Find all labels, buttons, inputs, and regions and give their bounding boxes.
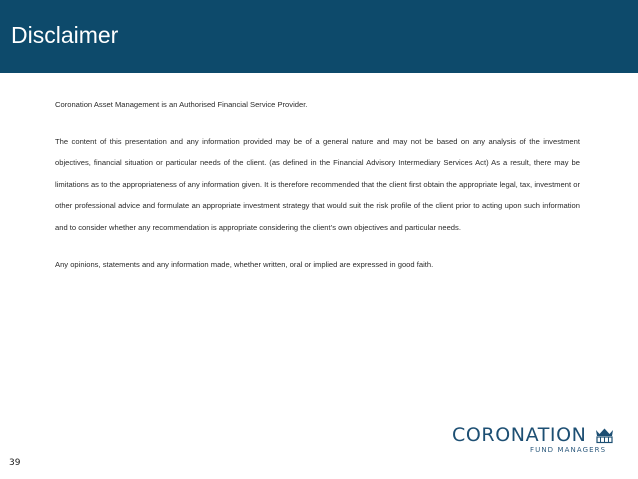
- page-number: 39: [9, 458, 21, 468]
- paragraph-authorised-provider: Coronation Asset Management is an Authorised Financial Service Provider.: [55, 100, 308, 109]
- title-bar: [0, 0, 638, 73]
- page-title: Disclaimer: [11, 22, 119, 48]
- crown-emblem-icon: [595, 427, 614, 444]
- logo-tagline: FUND MANAGERS: [530, 446, 607, 454]
- disclaimer-body: [55, 98, 580, 272]
- coronation-logo: [452, 424, 622, 458]
- logo-wordmark: CORONATION: [452, 424, 587, 446]
- paragraph-good-faith: Any opinions, statements and any information made, whether written, oral or implied are expressed in good faith.: [55, 260, 434, 270]
- paragraph-general-nature: The content of this presentation and any information provided may be of a general nature and may not be based on any analysis of the investment objectives, financial situation or particular needs of the client. (as defined in the Financial Advisory Intermediary Services Act) As a result, there may be limitations as to the appropriateness of any information given. It is therefore recommended that the client first obtain the appropriate legal, tax, investment or other professional advice and formulate an appropriate investment strategy that would suit the risk profile of the client prior to acting upon such information and to consider whether any recommendation is appropriate considering the client’s own objectives and particular needs.: [55, 137, 580, 232]
